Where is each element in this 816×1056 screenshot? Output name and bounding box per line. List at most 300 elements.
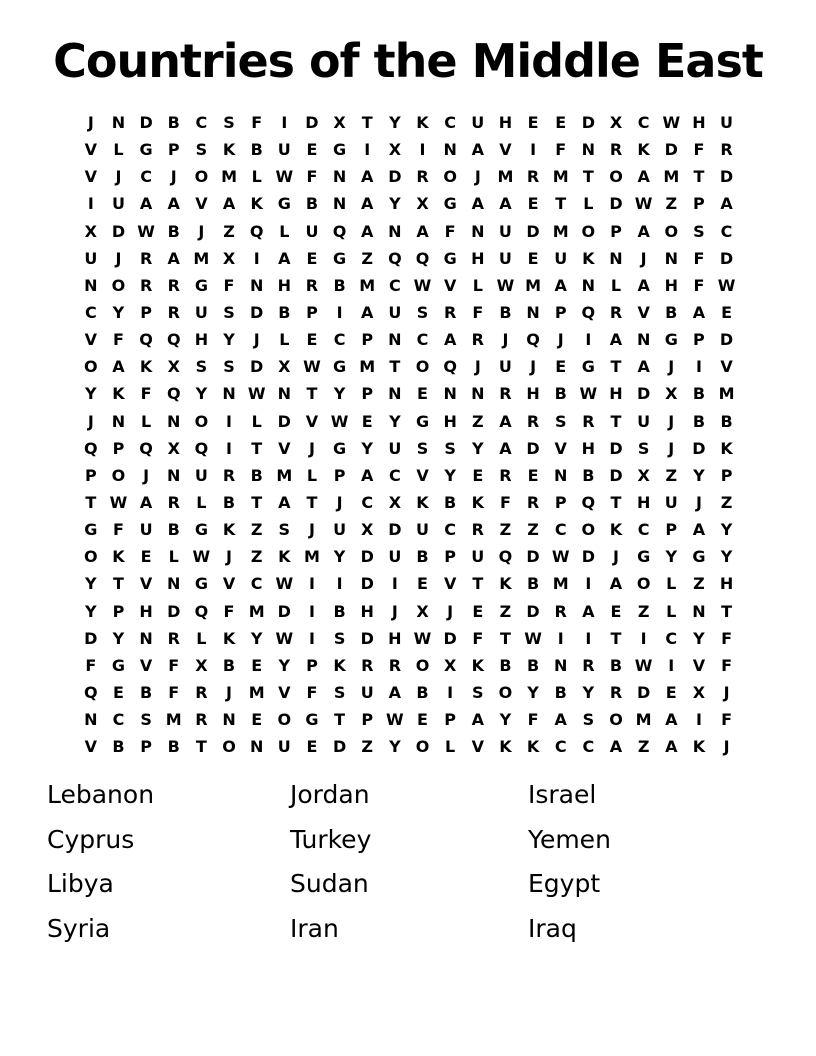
grid-letter: V — [222, 574, 236, 594]
grid-letter: E — [417, 574, 428, 594]
grid-letter: M — [359, 357, 376, 377]
grid-letter: I — [226, 411, 232, 431]
grid-letter: S — [223, 357, 235, 377]
grid-row — [77, 136, 740, 163]
grid-letter: N — [388, 221, 402, 241]
grid-letter: G — [139, 140, 153, 160]
grid-row — [77, 733, 740, 760]
grid-letter: S — [140, 710, 152, 730]
grid-letter: D — [360, 574, 374, 594]
grid-letter: G — [333, 438, 347, 458]
grid-letter: B — [665, 303, 678, 323]
grid-letter: C — [112, 710, 125, 730]
grid-letter: H — [194, 330, 209, 350]
grid-row — [77, 109, 740, 136]
grid-letter: X — [388, 140, 402, 160]
grid-row — [77, 706, 740, 733]
grid-letter: N — [581, 275, 596, 295]
grid-letter: E — [721, 303, 733, 323]
grid-letter: H — [360, 601, 374, 621]
grid-row — [77, 625, 740, 652]
grid-letter: E — [306, 248, 318, 268]
grid-letter: N — [84, 710, 98, 730]
grid-letter: Y — [693, 465, 705, 485]
grid-letter: J — [447, 601, 454, 621]
grid-row — [77, 489, 740, 516]
grid-letter: K — [499, 574, 512, 594]
grid-letter: I — [308, 601, 315, 621]
grid-letter: R — [167, 275, 180, 295]
grid-letter: K — [499, 737, 512, 757]
grid-letter: A — [499, 411, 512, 431]
grid-letter: N — [84, 275, 98, 295]
grid-row — [77, 435, 740, 462]
grid-letter: D — [250, 303, 264, 323]
grid-letter: P — [554, 493, 567, 513]
grid-letter: N — [277, 384, 291, 404]
grid-row — [77, 462, 740, 489]
grid-letter: E — [472, 465, 484, 485]
grid-letter: X — [278, 357, 291, 377]
grid-letter: I — [364, 140, 371, 160]
grid-row — [77, 218, 740, 245]
grid-letter: W — [524, 628, 542, 648]
grid-letter: V — [84, 737, 98, 757]
grid-letter: B — [499, 655, 512, 675]
grid-letter: V — [278, 683, 291, 703]
grid-letter: A — [471, 194, 484, 214]
grid-letter: T — [306, 493, 318, 513]
grid-letter: L — [279, 221, 290, 241]
grid-letter: E — [306, 330, 318, 350]
grid-letter: S — [223, 113, 235, 133]
grid-letter: W — [551, 547, 570, 567]
grid-letter: O — [443, 167, 457, 187]
grid-letter: M — [248, 601, 265, 621]
grid-letter: T — [693, 167, 705, 187]
grid-letter: R — [305, 275, 319, 295]
grid-letter: D — [636, 683, 651, 703]
grid-row — [77, 380, 740, 407]
grid-letter: R — [195, 683, 208, 703]
grid-letter: B — [416, 547, 429, 567]
grid-letter: Y — [85, 384, 97, 404]
grid-letter: U — [720, 113, 734, 133]
grid-letter: Y — [582, 683, 595, 703]
grid-letter: R — [471, 520, 484, 540]
grid-letter: T — [610, 493, 622, 513]
grid-letter: Y — [223, 330, 235, 350]
grid-letter: D — [332, 737, 347, 757]
grid-letter: A — [609, 574, 623, 594]
grid-letter: P — [361, 330, 374, 350]
grid-letter: Y — [389, 194, 401, 214]
grid-letter: T — [361, 113, 373, 133]
grid-letter: S — [416, 438, 429, 458]
grid-letter: P — [444, 710, 457, 730]
grid-letter: J — [530, 357, 537, 377]
grid-letter: C — [637, 113, 650, 133]
grid-letter: V — [416, 465, 429, 485]
grid-letter: B — [582, 465, 595, 485]
grid-letter: K — [112, 547, 125, 567]
grid-letter: B — [526, 574, 540, 594]
grid-letter: L — [445, 737, 456, 757]
grid-letter: V — [84, 140, 98, 160]
grid-letter: P — [333, 465, 346, 485]
grid-letter: P — [693, 330, 705, 350]
grid-letter: U — [84, 248, 98, 268]
grid-letter: X — [609, 113, 623, 133]
grid-letter: K — [720, 438, 733, 458]
grid-letter: N — [139, 628, 153, 648]
word-list-item: Turkey — [290, 824, 372, 854]
grid-letter: R — [222, 465, 236, 485]
grid-letter: N — [111, 113, 126, 133]
grid-letter: D — [443, 628, 457, 648]
grid-letter: G — [637, 547, 651, 567]
grid-letter: I — [281, 113, 288, 133]
grid-letter: R — [609, 303, 623, 323]
grid-letter: H — [719, 574, 734, 594]
grid-letter: P — [112, 438, 125, 458]
grid-letter: F — [693, 248, 705, 268]
word-search-grid — [77, 109, 740, 760]
grid-letter: Z — [637, 737, 650, 757]
grid-letter: C — [361, 493, 374, 513]
grid-letter: B — [278, 303, 291, 323]
grid-letter: S — [223, 303, 235, 323]
grid-letter: B — [222, 655, 236, 675]
grid-letter: N — [249, 737, 264, 757]
grid-letter: A — [692, 303, 706, 323]
grid-letter: B — [526, 655, 540, 675]
grid-letter: E — [527, 248, 539, 268]
grid-letter: N — [636, 330, 651, 350]
grid-letter: D — [360, 547, 374, 567]
grid-letter: X — [167, 357, 180, 377]
grid-letter: A — [361, 221, 374, 241]
grid-letter: E — [555, 113, 567, 133]
grid-letter: B — [609, 655, 623, 675]
grid-letter: D — [526, 547, 540, 567]
grid-letter: G — [443, 248, 457, 268]
grid-letter: U — [471, 547, 485, 567]
grid-letter: U — [554, 248, 568, 268]
grid-letter: J — [308, 438, 315, 458]
grid-letter: B — [250, 465, 263, 485]
grid-letter: I — [226, 438, 232, 458]
grid-letter: U — [664, 493, 678, 513]
grid-letter: O — [415, 357, 430, 377]
grid-letter: O — [664, 221, 679, 241]
grid-letter: Y — [444, 465, 456, 485]
grid-letter: M — [552, 574, 569, 594]
grid-letter: D — [139, 113, 153, 133]
grid-letter: I — [695, 357, 702, 377]
grid-letter: N — [249, 275, 264, 295]
grid-letter: C — [388, 465, 401, 485]
grid-letter: N — [609, 248, 623, 268]
grid-letter: W — [717, 275, 736, 295]
grid-letter: I — [668, 655, 675, 675]
grid-letter: J — [668, 438, 675, 458]
grid-letter: A — [361, 194, 374, 214]
grid-letter: E — [251, 655, 263, 675]
grid-letter: R — [167, 628, 180, 648]
grid-letter: U — [416, 520, 429, 540]
grid-letter: Z — [637, 601, 650, 621]
grid-letter: R — [499, 384, 512, 404]
grid-letter: D — [609, 465, 623, 485]
grid-row — [77, 353, 740, 380]
grid-letter: A — [692, 520, 706, 540]
grid-letter: Y — [720, 520, 733, 540]
grid-letter: A — [278, 493, 291, 513]
grid-letter: G — [333, 357, 347, 377]
grid-letter: H — [443, 411, 457, 431]
grid-letter: M — [497, 167, 514, 187]
grid-letter: J — [474, 357, 481, 377]
grid-letter: P — [112, 601, 125, 621]
grid-letter: N — [443, 140, 457, 160]
grid-letter: K — [222, 140, 236, 160]
grid-letter: R — [554, 601, 567, 621]
grid-letter: U — [277, 737, 291, 757]
grid-letter: Y — [499, 710, 512, 730]
word-list-item: Yemen — [528, 824, 611, 854]
grid-letter: G — [415, 411, 430, 431]
grid-letter: Q — [581, 493, 596, 513]
grid-letter: V — [692, 655, 706, 675]
grid-letter: P — [306, 303, 318, 323]
grid-letter: S — [416, 303, 429, 323]
grid-letter: Y — [693, 628, 705, 648]
grid-letter: V — [637, 303, 650, 323]
grid-letter: N — [167, 465, 181, 485]
grid-letter: C — [637, 520, 650, 540]
grid-letter: E — [555, 357, 567, 377]
grid-letter: Y — [250, 628, 263, 648]
grid-letter: G — [194, 574, 208, 594]
grid-letter: J — [557, 330, 564, 350]
grid-letter: O — [277, 710, 292, 730]
grid-letter: H — [388, 628, 402, 648]
grid-letter: L — [196, 493, 207, 513]
grid-letter: J — [695, 493, 702, 513]
grid-letter: H — [609, 384, 623, 404]
grid-letter: K — [637, 140, 650, 160]
grid-letter: G — [194, 275, 208, 295]
grid-letter: W — [662, 113, 681, 133]
grid-letter: Y — [361, 438, 374, 458]
grid-letter: R — [582, 655, 595, 675]
grid-letter: L — [666, 574, 677, 594]
grid-letter: N — [222, 384, 236, 404]
grid-letter: M — [165, 710, 182, 730]
grid-letter: Y — [333, 384, 346, 404]
grid-letter: S — [637, 438, 650, 458]
grid-letter: C — [416, 330, 429, 350]
grid-letter: E — [417, 384, 428, 404]
grid-letter: D — [277, 601, 291, 621]
grid-letter: D — [360, 628, 374, 648]
grid-letter: Z — [665, 465, 678, 485]
grid-letter: O — [609, 710, 623, 730]
grid-letter: B — [692, 384, 706, 404]
grid-letter: A — [361, 465, 374, 485]
grid-letter: O — [415, 655, 430, 675]
grid-letter: U — [388, 303, 402, 323]
grid-letter: Q — [194, 601, 209, 621]
grid-letter: Z — [527, 520, 539, 540]
grid-letter: J — [198, 221, 205, 241]
grid-letter: B — [554, 384, 567, 404]
grid-letter: L — [168, 547, 179, 567]
grid-letter: Y — [195, 384, 208, 404]
grid-letter: K — [416, 493, 429, 513]
grid-letter: J — [87, 113, 94, 133]
grid-row — [77, 570, 740, 597]
grid-letter: X — [665, 384, 678, 404]
grid-letter: S — [693, 221, 705, 241]
grid-letter: B — [112, 737, 125, 757]
grid-letter: N — [332, 194, 347, 214]
grid-row — [77, 272, 740, 299]
grid-letter: E — [306, 140, 318, 160]
grid-letter: E — [306, 737, 318, 757]
grid-letter: T — [555, 194, 567, 214]
grid-letter: A — [167, 194, 180, 214]
grid-letter: N — [222, 710, 236, 730]
grid-letter: N — [554, 465, 568, 485]
grid-letter: J — [336, 493, 343, 513]
grid-letter: G — [333, 140, 347, 160]
grid-letter: Q — [249, 221, 264, 241]
grid-letter: C — [444, 113, 457, 133]
grid-letter: A — [637, 357, 650, 377]
grid-letter: J — [391, 601, 398, 621]
grid-letter: U — [498, 357, 512, 377]
grid-letter: Z — [499, 601, 512, 621]
grid-letter: D — [609, 438, 623, 458]
grid-letter: B — [416, 683, 429, 703]
grid-letter: K — [471, 493, 484, 513]
grid-letter: R — [167, 493, 180, 513]
grid-letter: V — [720, 357, 733, 377]
grid-letter: N — [388, 330, 402, 350]
grid-letter: W — [303, 357, 321, 377]
grid-letter: O — [609, 167, 623, 187]
grid-letter: V — [195, 194, 208, 214]
grid-letter: F — [721, 655, 733, 675]
grid-letter: E — [527, 194, 539, 214]
grid-letter: Y — [389, 411, 401, 431]
grid-letter: B — [167, 221, 180, 241]
grid-letter: J — [723, 683, 730, 703]
grid-letter: A — [554, 710, 567, 730]
grid-letter: P — [361, 710, 374, 730]
grid-letter: P — [693, 194, 705, 214]
grid-letter: S — [278, 520, 291, 540]
grid-letter: G — [111, 655, 126, 675]
grid-letter: Z — [693, 574, 705, 594]
grid-letter: H — [277, 275, 291, 295]
grid-letter: X — [84, 221, 97, 241]
grid-letter: G — [333, 248, 347, 268]
grid-letter: V — [139, 655, 153, 675]
grid-letter: L — [196, 628, 207, 648]
grid-letter: G — [305, 710, 319, 730]
grid-letter: F — [444, 221, 456, 241]
grid-letter: W — [137, 221, 155, 241]
grid-letter: U — [194, 303, 208, 323]
grid-letter: F — [223, 601, 235, 621]
grid-letter: U — [111, 194, 125, 214]
grid-letter: N — [332, 167, 347, 187]
grid-letter: J — [253, 330, 260, 350]
grid-letter: I — [640, 628, 647, 648]
grid-letter: F — [527, 710, 539, 730]
grid-letter: B — [720, 411, 733, 431]
grid-letter: C — [84, 303, 97, 323]
grid-letter: A — [416, 221, 429, 241]
grid-letter: T — [610, 411, 622, 431]
grid-letter: N — [554, 655, 568, 675]
grid-letter: V — [471, 737, 484, 757]
grid-letter: D — [581, 547, 595, 567]
grid-row — [77, 190, 740, 217]
grid-letter: N — [526, 303, 540, 323]
grid-letter: M — [552, 221, 569, 241]
word-list-item: Iran — [290, 913, 339, 943]
grid-letter: M — [635, 710, 652, 730]
grid-letter: M — [718, 384, 735, 404]
grid-letter: B — [140, 683, 153, 703]
grid-letter: O — [111, 465, 126, 485]
grid-letter: M — [276, 465, 293, 485]
grid-letter: L — [251, 167, 262, 187]
grid-letter: D — [84, 628, 98, 648]
grid-letter: N — [167, 411, 181, 431]
grid-letter: T — [472, 574, 484, 594]
grid-letter: B — [499, 303, 512, 323]
grid-letter: Y — [112, 303, 125, 323]
grid-letter: A — [637, 275, 650, 295]
grid-letter: X — [333, 113, 346, 133]
grid-letter: K — [582, 248, 595, 268]
grid-letter: X — [167, 438, 180, 458]
grid-letter: C — [250, 574, 263, 594]
grid-letter: Z — [471, 411, 484, 431]
grid-letter: F — [112, 520, 124, 540]
grid-letter: K — [139, 357, 153, 377]
grid-letter: E — [417, 710, 428, 730]
grid-letter: X — [361, 520, 374, 540]
grid-letter: F — [112, 330, 124, 350]
grid-letter: T — [582, 167, 594, 187]
grid-letter: R — [499, 465, 512, 485]
grid-row — [77, 245, 740, 272]
grid-letter: B — [167, 520, 180, 540]
grid-letter: E — [527, 465, 539, 485]
grid-letter: U — [305, 221, 319, 241]
grid-letter: A — [665, 710, 678, 730]
grid-letter: C — [195, 113, 208, 133]
grid-letter: E — [610, 601, 622, 621]
grid-letter: V — [443, 574, 457, 594]
grid-letter: S — [444, 438, 456, 458]
